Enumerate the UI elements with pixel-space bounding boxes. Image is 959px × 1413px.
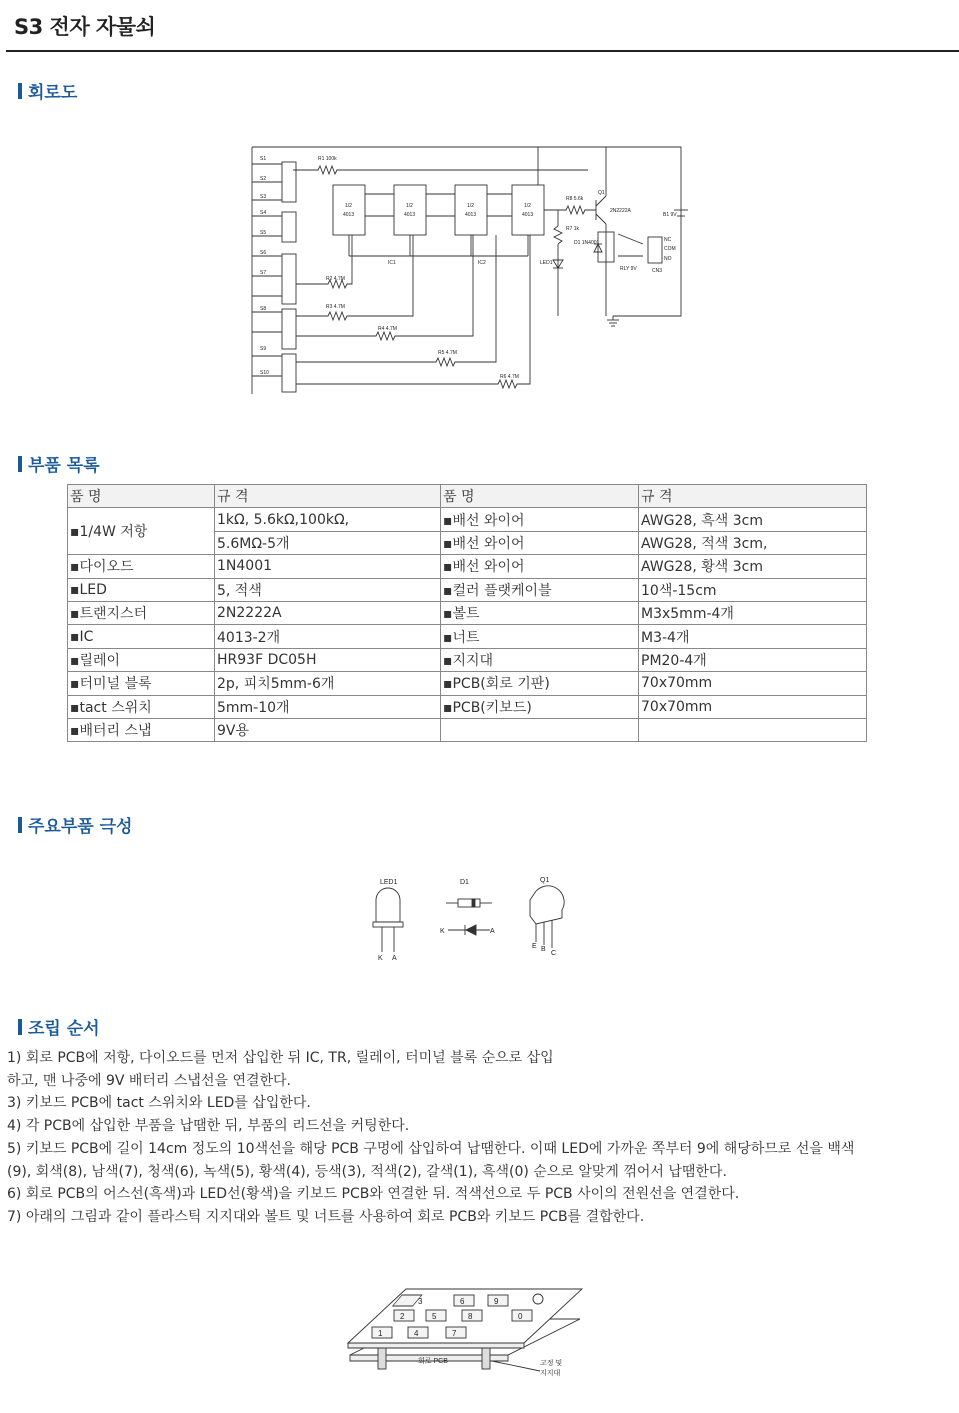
page-title: S3 전자 자물쇠 (14, 15, 156, 39)
svg-text:9: 9 (494, 1297, 499, 1306)
svg-text:LED1: LED1 (540, 260, 553, 266)
table-cell: ▪너트 (441, 625, 639, 648)
svg-text:1: 1 (378, 1329, 383, 1338)
svg-text:S6: S6 (260, 250, 267, 256)
svg-text:S8: S8 (260, 306, 267, 312)
svg-text:1/2: 1/2 (467, 203, 474, 209)
svg-text:Q1: Q1 (598, 190, 605, 196)
table-header-cell: 규 격 (215, 485, 441, 508)
assembly-step: 5) 키보드 PCB에 길이 14cm 정도의 10색선을 해당 PCB 구멍에 삽입하여 납땜한다. 이때 LED에 가까운 쪽부터 9에 해당하므로 선을 백색 (7, 1140, 855, 1157)
table-row (68, 601, 867, 624)
table-row (68, 718, 867, 741)
svg-text:IC2: IC2 (478, 260, 486, 266)
ic-label: 1/2 (345, 203, 352, 209)
parts-table (67, 484, 867, 742)
svg-text:A: A (392, 955, 397, 962)
svg-text:C: C (551, 950, 557, 957)
table-row (68, 555, 867, 578)
table-cell: ▪1/4W 저항 (68, 508, 215, 555)
svg-text:RLY 9V: RLY 9V (620, 266, 637, 272)
assembly-step: 1) 회로 PCB에 저항, 다이오드를 먼저 삽입한 뒤 IC, TR, 릴레이, 터미널 블록 순으로 삽입 (7, 1050, 554, 1066)
svg-text:지지대: 지지대 (540, 1370, 561, 1377)
svg-text:R1 100k: R1 100k (318, 156, 337, 162)
svg-text:S1: S1 (260, 156, 267, 162)
svg-text:NO: NO (664, 256, 672, 262)
circuit-diagram (248, 144, 688, 396)
table-cell (441, 718, 639, 741)
table-cell: ▪다이오드 (68, 555, 215, 578)
table-row (68, 695, 867, 718)
assembly-step: 6) 회로 PCB의 어스선(흑색)과 LED선(황색)을 키보드 PCB와 연결한 뒤. 적색선으로 두 PCB 사이의 전원선을 연결한다. (7, 1186, 740, 1203)
svg-text:6: 6 (460, 1297, 465, 1306)
table-cell: ▪컬러 플랫케이블 (441, 578, 639, 601)
table-cell: PM20-4개 (639, 648, 867, 671)
svg-text:R7 1k: R7 1k (566, 226, 580, 232)
table-cell: ▪배선 와이어 (441, 531, 639, 554)
table-cell: ▪LED (68, 578, 215, 601)
table-cell (639, 718, 867, 741)
svg-text:S7: S7 (260, 270, 267, 276)
svg-text:2: 2 (400, 1312, 405, 1321)
svg-text:R2 4.7M: R2 4.7M (326, 276, 345, 282)
section-heading-assembly (18, 1014, 100, 1039)
table-cell: 5, 적색 (215, 578, 441, 601)
table-cell: 9V용 (215, 718, 441, 741)
svg-text:S10: S10 (260, 370, 269, 376)
table-cell: 5mm-10개 (215, 695, 441, 718)
section-heading-text: 주요부품 극성 (28, 817, 133, 837)
assembly-step: (9), 회색(8), 남색(7), 청색(6), 녹색(5), 황색(4), 등색(3), 적색(2), 갈색(1), 흑색(0) 순으로 알맞게 꺾어서 납땜한다. (7, 1163, 727, 1180)
svg-text:5: 5 (432, 1312, 437, 1321)
svg-text:R5 4.7M: R5 4.7M (438, 350, 457, 356)
section-marker (18, 83, 22, 99)
table-header-cell: 품 명 (441, 485, 639, 508)
assembly-step: 7) 아래의 그림과 같이 플라스틱 지지대와 볼트 및 너트를 사용하여 회로 PCB와 키보드 PCB를 결합한다. (7, 1208, 645, 1225)
section-heading-components (18, 812, 132, 837)
table-row (68, 578, 867, 601)
svg-text:E: E (532, 943, 537, 950)
svg-text:S2: S2 (260, 176, 267, 182)
table-cell: M3x5mm-4개 (639, 601, 867, 624)
board-label: 회로 PCB (418, 1358, 448, 1365)
svg-text:R4 4.7M: R4 4.7M (378, 326, 397, 332)
svg-text:4013: 4013 (343, 212, 355, 218)
table-cell: 4013-2개 (215, 625, 441, 648)
svg-text:B: B (541, 946, 546, 953)
svg-text:R6 4.7M: R6 4.7M (500, 374, 519, 380)
svg-text:1/2: 1/2 (406, 203, 413, 209)
svg-text:7: 7 (452, 1329, 457, 1338)
support-label: 고정 및 (540, 1360, 563, 1367)
section-marker (18, 456, 22, 472)
table-cell: ▪tact 스위치 (68, 695, 215, 718)
svg-text:4013: 4013 (465, 212, 477, 218)
svg-text:4013: 4013 (522, 212, 534, 218)
section-marker (18, 817, 22, 833)
svg-text:R8 5.6k: R8 5.6k (566, 196, 584, 202)
section-heading-parts (18, 451, 100, 476)
section-heading-text: 회로도 (28, 83, 78, 103)
table-cell: ▪터미널 블록 (68, 672, 215, 695)
svg-text:B1 9V: B1 9V (663, 212, 677, 218)
svg-text:K: K (440, 928, 445, 935)
assembly-step: 3) 키보드 PCB에 tact 스위치와 LED를 삽입한다. (7, 1095, 311, 1112)
assembly-steps (7, 1047, 952, 1229)
table-cell: M3-4개 (639, 625, 867, 648)
table-cell: AWG28, 황색 3cm (639, 555, 867, 578)
table-cell: HR93F DC05H (215, 648, 441, 671)
table-cell: 10색-15cm (639, 578, 867, 601)
section-marker (18, 1019, 22, 1035)
assembly-step: 하고, 맨 나중에 9V 배터리 스냅선을 연결한다. (7, 1072, 291, 1089)
svg-text:IC1: IC1 (388, 260, 396, 266)
svg-text:NC: NC (664, 237, 672, 243)
table-cell: ▪PCB(회로 기판) (441, 672, 639, 695)
svg-text:D1 1N4001: D1 1N4001 (574, 240, 600, 246)
table-cell: ▪배선 와이어 (441, 555, 639, 578)
table-cell: 70x70mm (639, 695, 867, 718)
svg-text:S5: S5 (260, 230, 267, 236)
table-cell: ▪IC (68, 625, 215, 648)
table-cell: ▪배선 와이어 (441, 508, 639, 531)
led-label: LED1 (380, 879, 398, 886)
svg-text:CN3: CN3 (652, 268, 663, 274)
table-cell: 2N2222A (215, 601, 441, 624)
svg-text:R3 4.7M: R3 4.7M (326, 304, 345, 310)
table-cell: 5.6MΩ-5개 (215, 531, 441, 554)
table-cell: AWG28, 흑색 3cm (639, 508, 867, 531)
section-heading-circuit (18, 78, 77, 103)
svg-text:S9: S9 (260, 346, 267, 352)
table-cell: ▪트랜지스터 (68, 601, 215, 624)
svg-text:0: 0 (518, 1312, 523, 1321)
table-cell: ▪PCB(키보드) (441, 695, 639, 718)
svg-text:A: A (490, 928, 495, 935)
polarity-diagram (366, 872, 576, 962)
table-row (68, 508, 867, 531)
table-cell: 1kΩ, 5.6kΩ,100kΩ, (215, 508, 441, 531)
svg-text:8: 8 (468, 1312, 473, 1321)
transistor-label: Q1 (540, 877, 550, 884)
svg-text:K: K (378, 955, 383, 962)
diode-label: D1 (460, 879, 469, 886)
table-header-cell: 규 격 (639, 485, 867, 508)
svg-text:4013: 4013 (404, 212, 416, 218)
svg-text:S3: S3 (260, 194, 267, 200)
svg-text:1/2: 1/2 (524, 203, 531, 209)
assembly-diagram (342, 1283, 592, 1383)
table-cell: AWG28, 적색 3cm, (639, 531, 867, 554)
table-header-cell: 품 명 (68, 485, 215, 508)
table-cell: ▪릴레이 (68, 648, 215, 671)
table-cell: 1N4001 (215, 555, 441, 578)
title-divider (6, 50, 959, 52)
table-cell: 2p, 피치5mm-6개 (215, 672, 441, 695)
svg-text:4: 4 (414, 1329, 419, 1338)
table-row (68, 648, 867, 671)
table-cell: ▪배터리 스냅 (68, 718, 215, 741)
assembly-step: 4) 각 PCB에 삽입한 부품을 납땜한 뒤, 부품의 리드선을 커팅한다. (7, 1118, 410, 1135)
svg-text:COM: COM (664, 246, 676, 252)
table-cell: ▪지지대 (441, 648, 639, 671)
svg-text:2N2222A: 2N2222A (610, 208, 631, 214)
section-heading-text: 부품 목록 (28, 456, 100, 476)
key-label: 3 (418, 1297, 423, 1306)
table-cell: 70x70mm (639, 672, 867, 695)
table-row (68, 672, 867, 695)
table-header-row (68, 485, 867, 508)
table-row (68, 625, 867, 648)
table-cell: ▪볼트 (441, 601, 639, 624)
section-heading-text: 조립 순서 (28, 1019, 100, 1039)
svg-text:S4: S4 (260, 210, 267, 216)
